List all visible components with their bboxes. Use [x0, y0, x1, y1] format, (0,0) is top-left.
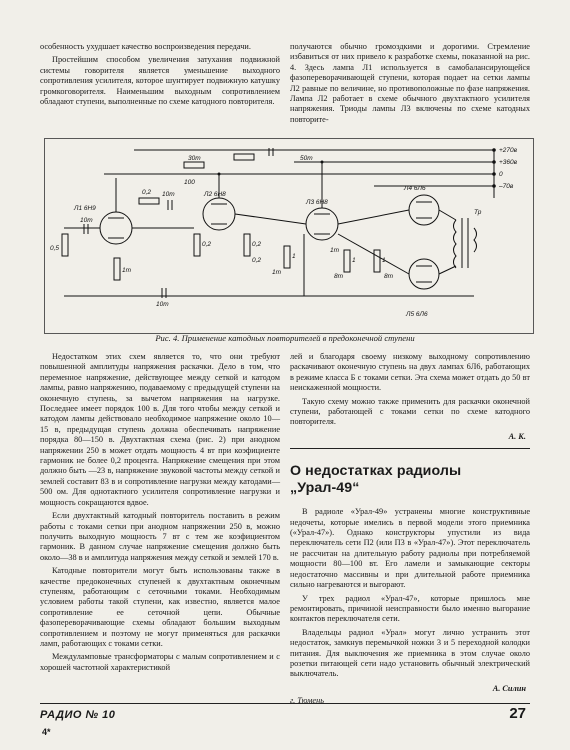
- component-label: 0,2: [202, 241, 212, 248]
- author-signature: А. Силин: [492, 683, 526, 693]
- tube-label-l2: Л2 6Н8: [204, 191, 226, 198]
- component-label: 1: [292, 253, 296, 260]
- component-label: 1: [382, 257, 386, 264]
- component-label: 10т: [80, 217, 93, 224]
- rail-label-270: +270в: [499, 147, 518, 154]
- article-title: О недостатках радиолы „Урал-49“: [290, 463, 462, 497]
- paragraph: Если двухтактный катодный повторитель поставить в режим работы с токами сетки при анодном напряжении 250 в, можно получить выходную мощность 7 вт с тем же коэфициентом гармоник. В данном случае напряжение смещения должно быть около—38 в и амплитуда напряжения между сеткой и землей 170 в.: [40, 511, 280, 562]
- bottom-left-column: [40, 352, 280, 676]
- top-right-column: [290, 42, 530, 128]
- author-city: г. Тюмень: [290, 696, 324, 706]
- tube-label-l1: Л1 6Н9: [74, 205, 96, 212]
- component-label: 100: [184, 179, 195, 186]
- transformer-label: Тр: [474, 209, 482, 216]
- component-label: 10т: [156, 301, 169, 308]
- paragraph: особенность ухудшает качество воспроизведения передачи.: [40, 42, 251, 51]
- component-label: 1т: [272, 269, 282, 276]
- component-label: 0,5: [50, 245, 60, 252]
- paragraph: Такую схему можно также применить для раскачки оконечной ступени, работающей с токами сетки по схеме катодного повторителя.: [290, 396, 530, 427]
- footer-rule: [40, 703, 530, 704]
- tube-label-l5: Л5 6Л6: [406, 311, 428, 318]
- rail-label-zero: 0: [499, 171, 503, 178]
- paragraph: Простейшим способом увеличения затухания подвижной системы говорителя является уменьшение выходного сопротивления усилителя, которое шунтирует подвижную катушку громкоговорителя. Наименьшим выходным сопротивлением обладают ступени, выполненные по схеме катодного повторителя.: [40, 55, 280, 107]
- component-label: 0,2: [252, 241, 262, 248]
- rail-label-360: +360в: [499, 159, 518, 166]
- component-label: 10т: [162, 191, 175, 198]
- sheet-mark: 4*: [42, 727, 51, 737]
- top-left-column: [40, 42, 280, 110]
- author-signature: А. К.: [508, 431, 526, 441]
- paragraph: Междуламповые трансформаторы с малым сопротивлением и с хорошей частотной характеристикой: [40, 652, 280, 672]
- paragraph: Недостатком этих схем является то, что они требуют повышенной амплитуды напряжения раскачки. Дело в том, что переменное напряжение, действующее между сеткой и катодом лампы, равно напряжению, подаваемому с предыдущей ступени на оконечную ступень, за вычетом напряжения на нагрузке. Последнее имеет порядок 100 в. Для того чтобы между сеткой и катодом лампы действовало необходимое напряжение около 10—15 в, предыдущая ступень должна обеспечивать напряжение порядка 80—150 в. Двухтактная схема (рис. 2) при анодном напряжении 250 в может отдать мощность 4 вт при коэфициенте гармоник не более 0,2 процента. Напряжение смещения при этом должно быть —23 в, напряжение звуковой частоты между сеткой и землей составит 83 в и сопротивление нагрузки между катодами—500 ом. Для однотактного усилителя сопротивление нагрузки и мощность сокращаются вдвое.: [40, 352, 280, 507]
- paragraph: Владельцы радиол «Урал» могут лично устранить этот недостаток, замкнув перемычкой ножки 3 и 5 переходной колодки питания. Для выключения же приемника в этом случае около розетки питающей сети надо установить обычный электрический выключатель.: [290, 627, 530, 679]
- page-number: 27: [509, 705, 526, 722]
- component-label: 0,2: [252, 257, 262, 264]
- component-label: 8т: [334, 273, 344, 280]
- magazine-name: РАДИО № 10: [40, 709, 116, 721]
- tube-label-l3: Л3 6Н8: [306, 199, 328, 206]
- circuit-svg: [44, 138, 534, 334]
- paragraph: У трех радиол «Урал-47», которые пришлось мне ремонтировать, причиной неисправности было именно выгорание контактов переключателя сети.: [290, 593, 530, 624]
- figure-caption: Рис. 4. Применение катодных повторителей в предоконечной ступени: [155, 333, 415, 343]
- component-label: 1: [352, 257, 356, 264]
- component-label: 50т: [300, 155, 313, 162]
- component-label: 30т: [188, 155, 201, 162]
- paragraph: В радиоле «Урал-49» устранены многие конструктивные недочеты, которые имелись в первой модели этого приемника («Урал-47»). Однако конструкторы упустили из вида переключатель сети П2 (или П3 в «Урал-47»). Этот переключатель не рассчитан на длительную работу радиолы при потребляемой мощности 80—100 вт. Его ламели и замыкающие секторы недостаточно массивны и при длительной работе приемника сильно нагреваются и выгорают.: [290, 507, 530, 590]
- paragraph: получаются обычно громоздкими и дорогими. Стремление избавиться от них привело к разработке схемы, показанной на рис. 4. Здесь лампа Л1 используется в самобалансирующейся фазопереворачивающей ступени, которая подает на сетки лампы Л2 равные по величине, но противоположные по фазе напряжения. Лампа Л2 работает в схеме обычного двухтактного усилителя напряжения. Триоды лампы Л3 включены по схеме катодных повторите-: [290, 42, 530, 124]
- component-label: 0,2: [142, 189, 152, 196]
- circuit-diagram: [44, 138, 534, 334]
- component-label: 1т: [330, 247, 340, 254]
- page-footer: [40, 703, 530, 743]
- paragraph: лей и благодаря своему низкому выходному сопротивлению раскачивают оконечную ступень на двух лампах 6Л6, работающих в режиме класса Б с токами сетки. Эта схема может отдать до 50 вт неискаженной мощности.: [290, 352, 530, 393]
- component-label: 8т: [384, 273, 394, 280]
- component-label: 1т: [122, 267, 132, 274]
- rail-label-minus70: –70в: [499, 183, 514, 190]
- divider: [290, 448, 530, 449]
- bottom-right-column: [290, 352, 530, 707]
- tube-label-l4: Л4 6Л6: [404, 185, 426, 192]
- paragraph: Катодные повторители могут быть использованы также в качестве предоконечных ступеней к двухтактным оконечным ступеням, работающим с сеточными токами. Необходимым условием работы такой ступени, как известно, является малое сопротивление ее сеточной цепи. Обычные фазопереворачивающие схемы обладают большим выходным сопротивлением и поэтому не могут применяться для раскачки ламп, работающих с токами сетки.: [40, 566, 280, 648]
